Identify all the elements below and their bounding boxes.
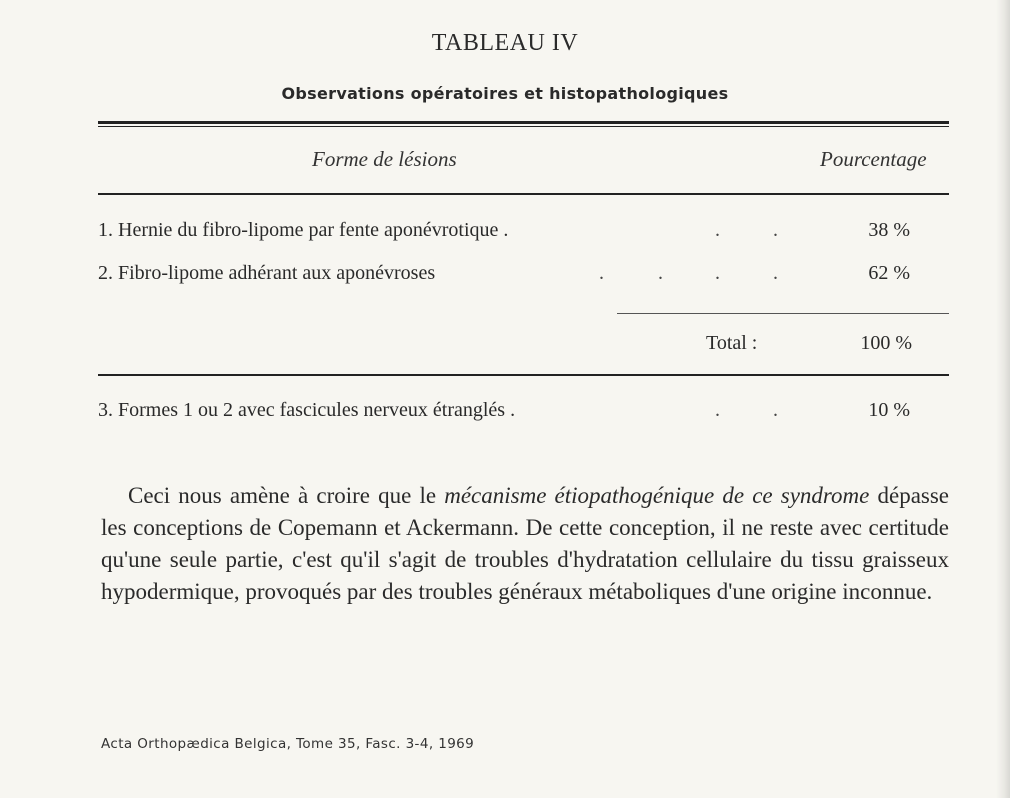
row-percentage: 62 % [868,262,910,284]
sum-rule [617,313,949,314]
row-percentage: 10 % [868,399,910,421]
leader-dot: . [599,262,604,284]
total-percentage: 100 % [860,332,912,354]
row-label: 3. Formes 1 ou 2 avec fascicules nerveux étranglés . [98,399,516,421]
body-paragraph [101,480,949,608]
leader-dot: . [715,219,720,241]
leader-dot: . [715,399,720,421]
row-label: 1. Hernie du fibro-lipome par fente aponévrotique . [98,219,509,241]
column-header-form: Forme de lésions [312,147,457,171]
paragraph-italic: mécanisme étiopathogénique de ce syndrome [444,483,870,508]
leader-dot: . [773,219,778,241]
table-title: TABLEAU IV [431,30,579,56]
table-row [98,262,949,292]
column-header-percentage: Pourcentage [820,147,927,171]
leader-dot: . [658,262,663,284]
table-row [98,399,949,429]
paragraph-text: Ceci nous amène à croire que le [128,483,445,508]
total-label: Total : [706,332,758,354]
page-edge-shadow [996,0,1010,798]
row-percentage: 38 % [868,219,910,241]
row-label: 2. Fibro-lipome adhérant aux aponévroses [98,262,436,284]
journal-footer: Acta Orthopædica Belgica, Tome 35, Fasc. 3-4, 1969 [101,736,475,752]
table-subtitle: Observations opératoires et histopathologiques [281,84,729,103]
total-rule [98,374,949,376]
leader-dot: . [715,262,720,284]
leader-dot: . [773,262,778,284]
paragraph-text: dépasse les conceptions de Copemann et Ackermann. De cette conception, il ne reste avec certitude qu'une seule partie, c'est qu'il s'agit de troubles d'hydratation cellulaire du tissu graisseux hypodermique, provoqués par des troubles généraux métaboliques d'une origine inconnue. [101,483,950,604]
table-top-rule [98,121,949,124]
leader-dot: . [773,399,778,421]
header-rule [98,193,949,195]
table-row [98,219,949,249]
table-top-rule-thin [98,126,949,127]
